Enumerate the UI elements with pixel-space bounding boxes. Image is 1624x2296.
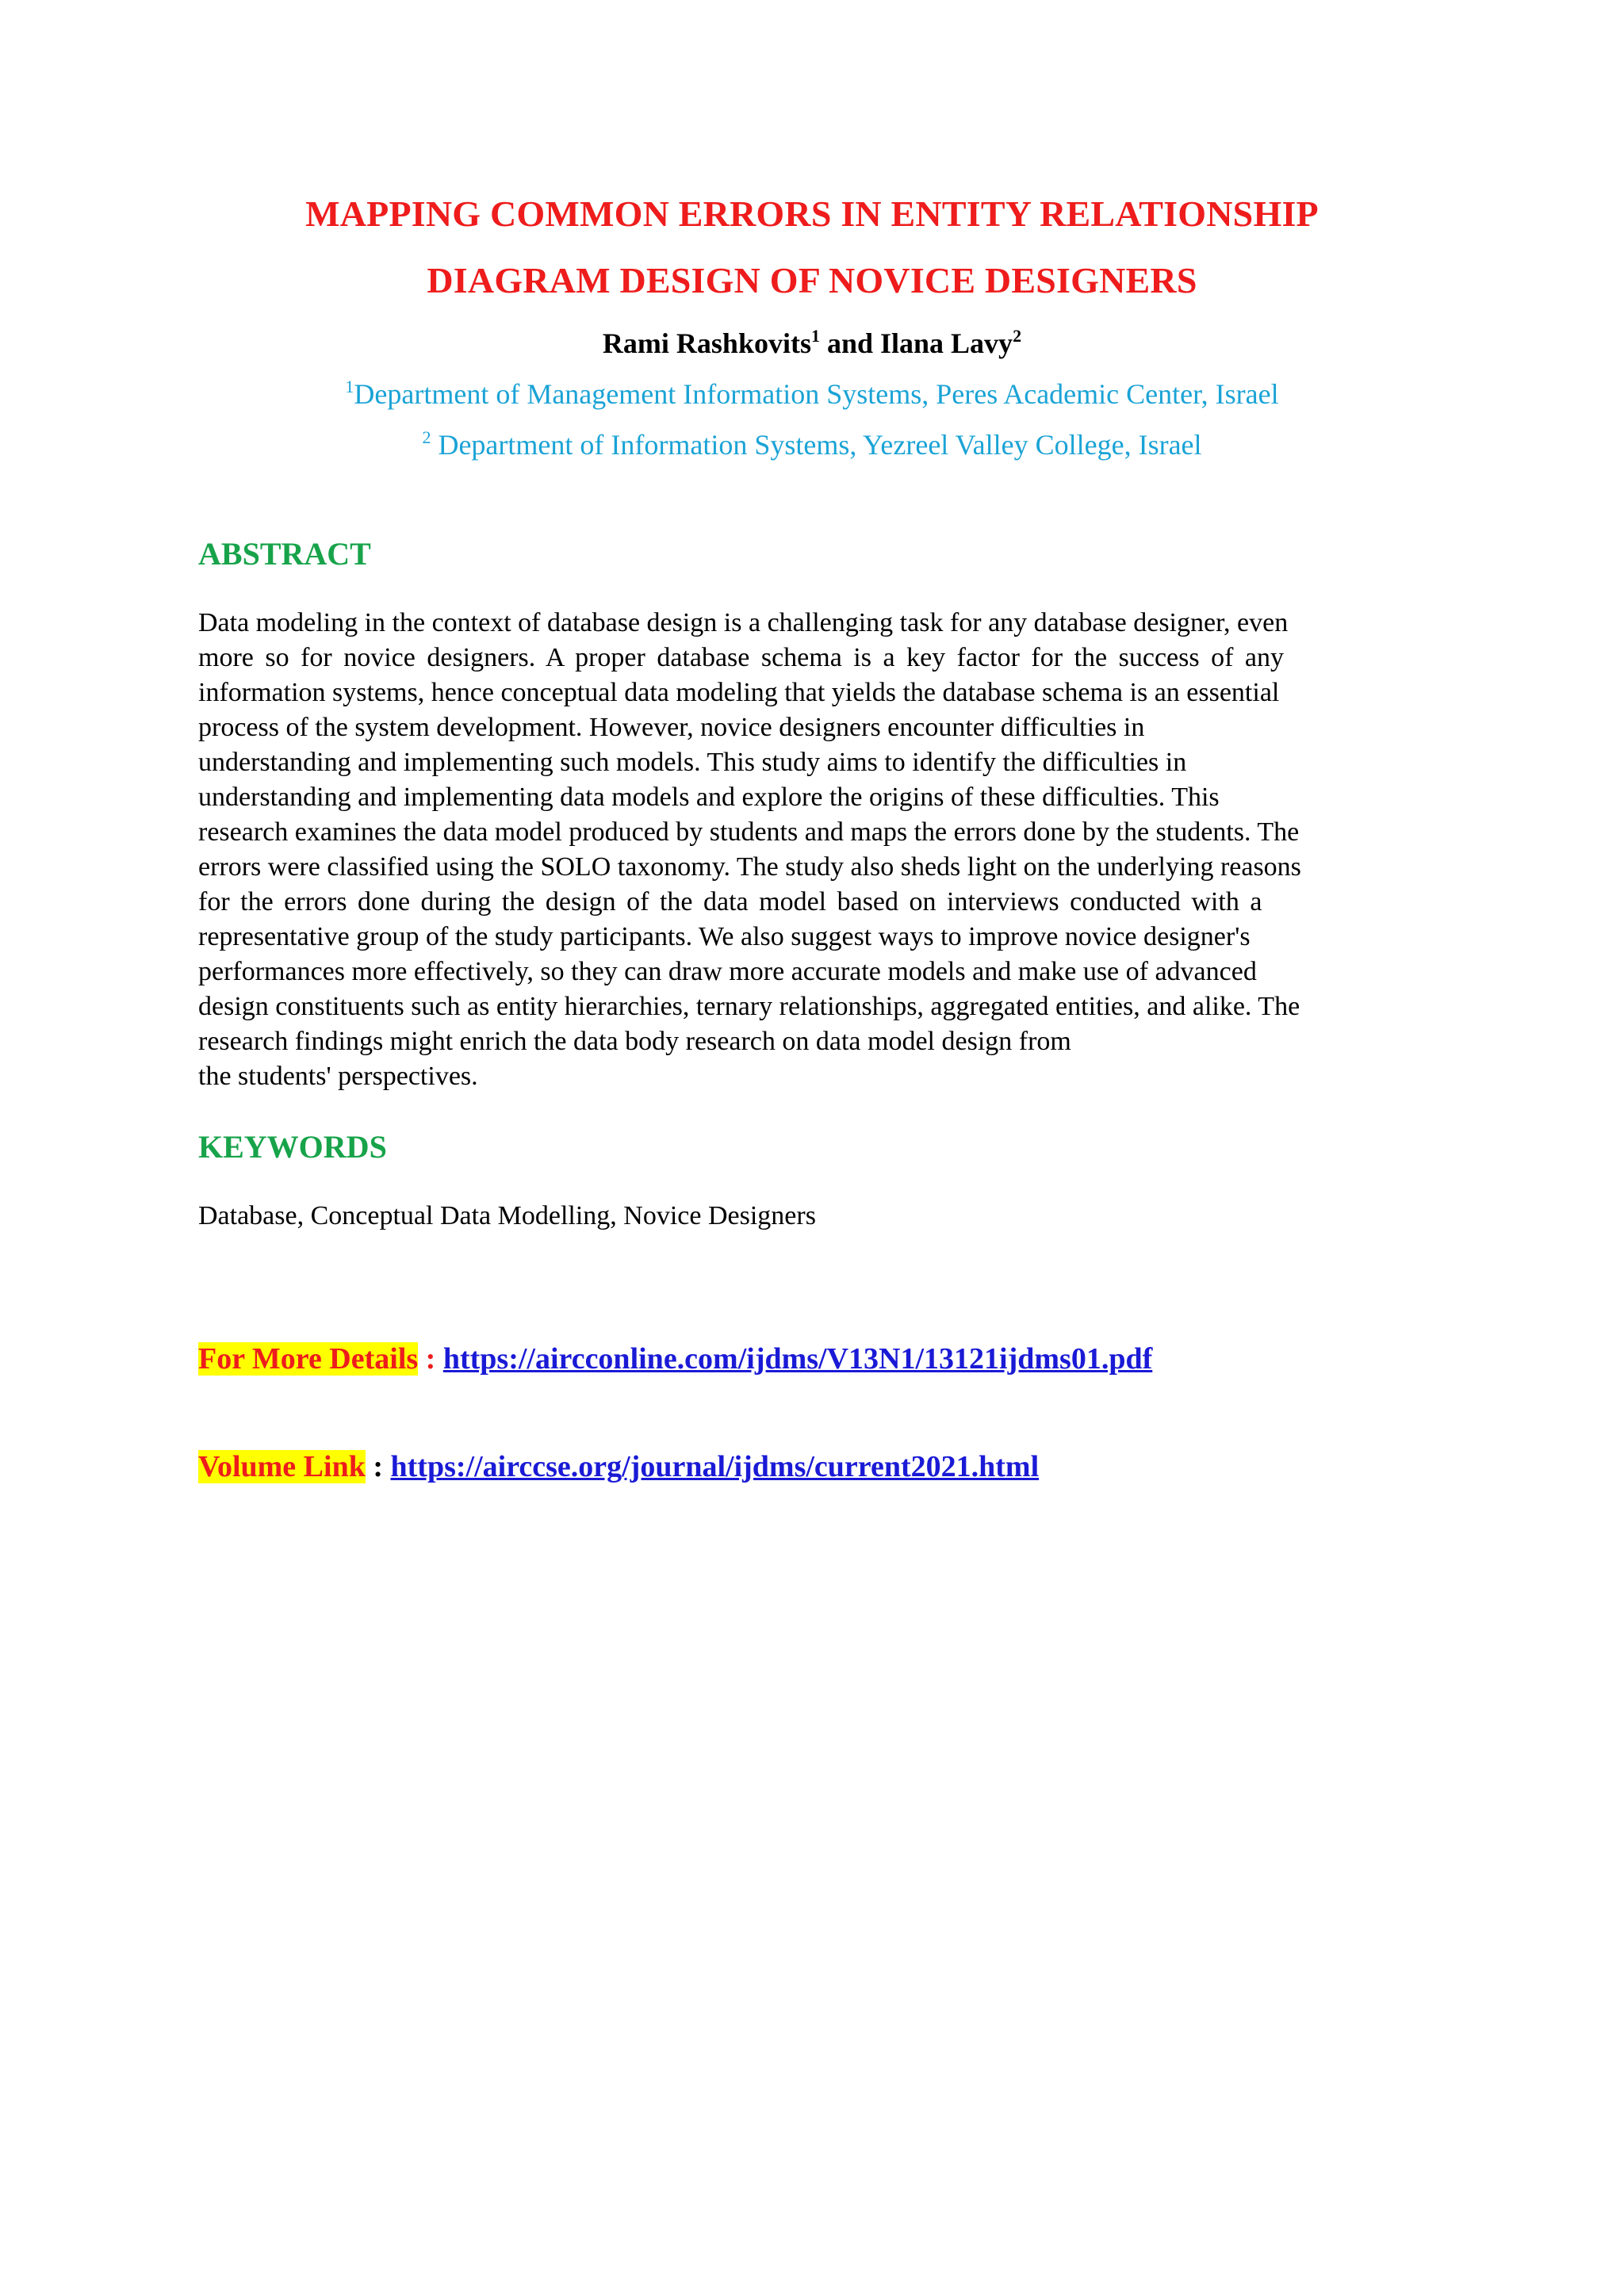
more-details-row (198, 1340, 1152, 1378)
paper-title-line-1: MAPPING COMMON ERRORS IN ENTITY RELATIONSHIP (305, 193, 1319, 234)
abstract-line-4: process of the system development. However, novice designers encounter difficulties in (198, 713, 1145, 742)
keywords-text: Database, Conceptual Data Modelling, Novice Designers (198, 1201, 816, 1230)
abstract-line-9: for the errors done during the design of the data model based on interviews conducted with a (198, 887, 1262, 916)
author-name-1: Rami Rashkovits (602, 327, 811, 359)
volume-link-row (198, 1448, 1039, 1486)
author-list (0, 325, 1624, 362)
volume-link-separator: : (365, 1450, 391, 1483)
paper-title-line-2: DIAGRAM DESIGN OF NOVICE DESIGNERS (427, 260, 1197, 300)
author-2-affiliation-mark: 2 (1013, 326, 1022, 346)
abstract-line-10: representative group of the study participants. We also suggest ways to improve novice designer's (198, 922, 1251, 951)
affiliation-1-text: Department of Management Information Systems, Peres Academic Center, Israel (354, 378, 1279, 410)
abstract-heading: ABSTRACT (198, 536, 371, 572)
author-name-2: Ilana Lavy (880, 327, 1013, 359)
affiliation-1-mark: 1 (345, 377, 354, 396)
abstract-body (198, 606, 1435, 1094)
author-joiner: and (819, 327, 881, 359)
volume-link-label: Volume Link (198, 1450, 366, 1483)
more-details-separator: : (418, 1342, 443, 1376)
affiliation-2-mark: 2 (422, 427, 431, 447)
more-details-label: For More Details (198, 1342, 419, 1376)
author-1-affiliation-mark: 1 (810, 326, 820, 346)
abstract-line-7: research examines the data model produced by students and maps the errors done by the students. The (198, 817, 1300, 847)
affiliation-2-text: Department of Information Systems, Yezreel Valley College, Israel (431, 429, 1202, 461)
affiliation-2 (0, 427, 1624, 463)
abstract-line-12: design constituents such as entity hierarchies, ternary relationships, aggregated entities, and alike. The (198, 992, 1300, 1021)
abstract-line-1: Data modeling in the context of database design is a challenging task for any database designer, even (198, 608, 1289, 637)
abstract-line-3: information systems, hence conceptual data modeling that yields the database schema is an essential (198, 678, 1280, 707)
more-details-link[interactable]: https://aircconline.com/ijdms/V13N1/13121ijdms01.pdf (442, 1342, 1153, 1376)
abstract-line-14: the students' perspectives. (198, 1062, 478, 1091)
keywords-heading: KEYWORDS (198, 1129, 387, 1165)
abstract-line-8: errors were classified using the SOLO taxonomy. The study also sheds light on the underlying reasons (198, 852, 1301, 882)
abstract-line-5: understanding and implementing such models. This study aims to identify the difficulties in (198, 748, 1187, 777)
volume-link[interactable]: https://airccse.org/journal/ijdms/current2021.html (390, 1450, 1040, 1483)
affiliation-1 (0, 376, 1624, 412)
abstract-line-2: more so for novice designers. A proper database schema is a key factor for the success of any (198, 643, 1284, 672)
abstract-line-13: research findings might enrich the data body research on data model design from (198, 1027, 1071, 1056)
abstract-line-11: performances more effectively, so they can draw more accurate models and make use of advanced (198, 957, 1257, 986)
abstract-line-6: understanding and implementing data models and explore the origins of these difficulties. This (198, 783, 1220, 812)
